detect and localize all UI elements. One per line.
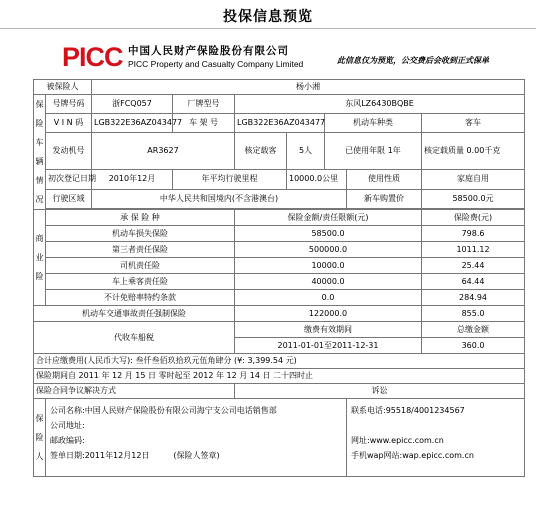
tax-period-label: 缴费有效期间 (235, 322, 422, 338)
website-label: 网址: (351, 435, 370, 445)
coverage-premium: 1011.12 (422, 242, 525, 258)
coverage-name: 车上乘客责任险 (46, 274, 235, 290)
vehicle-row-1 (34, 95, 525, 114)
coverage-premium-header: 保险费(元) (422, 210, 525, 226)
tax-period-value: 2011-01-01至2011-12-31 (235, 338, 422, 354)
coverage-amount: 0.0 (235, 290, 422, 306)
coverage-name: 司机责任险 (46, 258, 235, 274)
insured-value: 杨小湘 (92, 80, 525, 95)
dispute-label: 保险合同争议解决方式 (34, 384, 235, 399)
company-value: 中国人民财产保险股份有限公司海宁支公司电话销售部 (84, 405, 277, 415)
coverage-row (34, 290, 525, 306)
insured-label: 被保险人 (34, 80, 92, 95)
vehicle-row-2 (34, 114, 525, 133)
vehicle-type-value: 客车 (422, 114, 525, 133)
tax-label: 代收车船税 (34, 322, 235, 354)
coverage-row (34, 242, 525, 258)
coverage-premium: 284.94 (422, 290, 525, 306)
vin-label: V I N 码 (46, 114, 92, 133)
vehicle-row-5 (34, 189, 525, 208)
tax-total-value: 360.0 (422, 338, 525, 354)
mileage-value: 10000.0公里 (287, 170, 347, 189)
website-link[interactable]: www.epicc.com.cn (369, 435, 444, 445)
vin-value: LGB322E36AZ043477 (92, 114, 173, 133)
coverage-section-label: 商 业 险 (34, 210, 46, 306)
region-label: 行驶区域 (46, 189, 92, 208)
postcode-label: 邮政编码: (50, 435, 85, 445)
used-years-label: 已使用年限 (345, 146, 386, 156)
coverage-name: 不计免赔率特约条款 (46, 290, 235, 306)
plate-value: 浙FCQ057 (92, 95, 173, 114)
region-value: 中华人民共和国境内(不含港澳台) (92, 189, 347, 208)
coverage-row (34, 226, 525, 242)
usage-value: 家庭自用 (422, 170, 525, 189)
insurer-row (34, 399, 525, 477)
coverage-amount: 10000.0 (235, 258, 422, 274)
used-years-value: 1年 (387, 146, 401, 156)
used-years-cell (325, 133, 422, 170)
load-value: 0.00千克 (466, 146, 501, 156)
compulsory-row (34, 306, 525, 322)
dispute-row (34, 384, 525, 399)
tax-total-label: 总缴金额 (422, 322, 525, 338)
register-value: 2010年12月 (92, 170, 173, 189)
coverage-amount: 58500.0 (235, 226, 422, 242)
company-label: 公司名称: (50, 405, 85, 415)
coverage-name: 机动车损失保险 (46, 226, 235, 242)
compulsory-amount: 122000.0 (235, 306, 422, 322)
coverage-header-row (34, 210, 525, 226)
seats-label: 核定载客 (235, 133, 287, 170)
new-price-label: 新车购置价 (347, 189, 422, 208)
seats-value: 5人 (287, 133, 325, 170)
frame-label: 车 架 号 (173, 114, 235, 133)
coverage-amount-header: 保险金额/责任限额(元) (235, 210, 422, 226)
phone-value: 95518/4001234567 (385, 405, 465, 415)
coverage-row (34, 274, 525, 290)
vehicle-row-4 (34, 170, 525, 189)
insurer-info-right (347, 399, 525, 477)
register-label: 初次登记日期 (46, 170, 92, 189)
compulsory-premium: 855.0 (422, 306, 525, 322)
policy-table (33, 79, 525, 477)
dispute-value: 诉讼 (235, 384, 525, 399)
vehicle-section-label: 保 险 车 辆 情 况 (34, 95, 46, 210)
insurer-info-left (46, 399, 347, 477)
plate-label: 号牌号码 (46, 95, 92, 114)
wap-link[interactable]: wap.epicc.com.cn (402, 450, 474, 460)
coverage-premium: 798.6 (422, 226, 525, 242)
coverage-name: 第三者责任保险 (46, 242, 235, 258)
frame-value: LGB322E36AZ043477 (235, 114, 325, 133)
coverage-amount: 500000.0 (235, 242, 422, 258)
premium-total-row (34, 354, 525, 369)
period-row (34, 369, 525, 384)
engine-label: 发动机号 (46, 133, 92, 170)
insured-row (34, 80, 525, 95)
vehicle-row-3 (34, 133, 525, 170)
mileage-label: 年平均行驶里程 (173, 170, 287, 189)
company-names (128, 45, 303, 70)
insurance-period-text: 保险期间自 2011 年 12 月 15 日 零时起至 2012 年 12 月 14 日 二十四时止 (34, 369, 525, 384)
model-value: 东风LZ6430BQBE (235, 95, 525, 114)
tax-header-row (34, 322, 525, 338)
coverage-amount: 40000.0 (235, 274, 422, 290)
load-label: 核定载质量 (424, 146, 464, 156)
preview-notice: 此信息仅为预览，公交费后会收到正式保单 (337, 56, 489, 65)
insurer-section-label: 保 险 人 (34, 399, 46, 477)
page-title: 投保信息预览 (223, 9, 313, 25)
title-divider (0, 28, 536, 29)
vehicle-type-label: 机动车种类 (325, 114, 422, 133)
sign-date-value: 2011年12月12日 (84, 450, 150, 460)
model-label: 厂牌型号 (173, 95, 235, 114)
coverage-kind-header: 承 保 险 种 (46, 210, 235, 226)
new-price-value: 58500.0元 (422, 189, 525, 208)
address-label: 公司地址: (50, 420, 85, 430)
phone-label: 联系电话: (351, 405, 386, 415)
compulsory-name: 机动车交通事故责任强制保险 (34, 306, 235, 322)
company-name-cn: 中国人民财产保险股份有限公司 (128, 44, 289, 57)
sign-date-label: 签单日期: (50, 450, 85, 460)
company-name-en: PICC Property and Casualty Company Limited (128, 58, 304, 69)
load-cell (422, 133, 525, 170)
brand-header (62, 42, 303, 72)
insurer-seal: (保险人签章) (173, 450, 220, 460)
coverage-premium: 64.44 (422, 274, 525, 290)
premium-total-text: 合计应缴费用(人民币大写): 叁仟叁佰玖拾玖元伍角肆分 (¥: 3,399.54 元) (34, 354, 525, 369)
coverage-row (34, 258, 525, 274)
engine-value: AR3627 (92, 133, 235, 170)
usage-label: 使用性质 (347, 170, 422, 189)
coverage-premium: 25.44 (422, 258, 525, 274)
picc-logo: PICC (62, 42, 123, 72)
wap-label: 手机wap网站: (351, 450, 403, 460)
